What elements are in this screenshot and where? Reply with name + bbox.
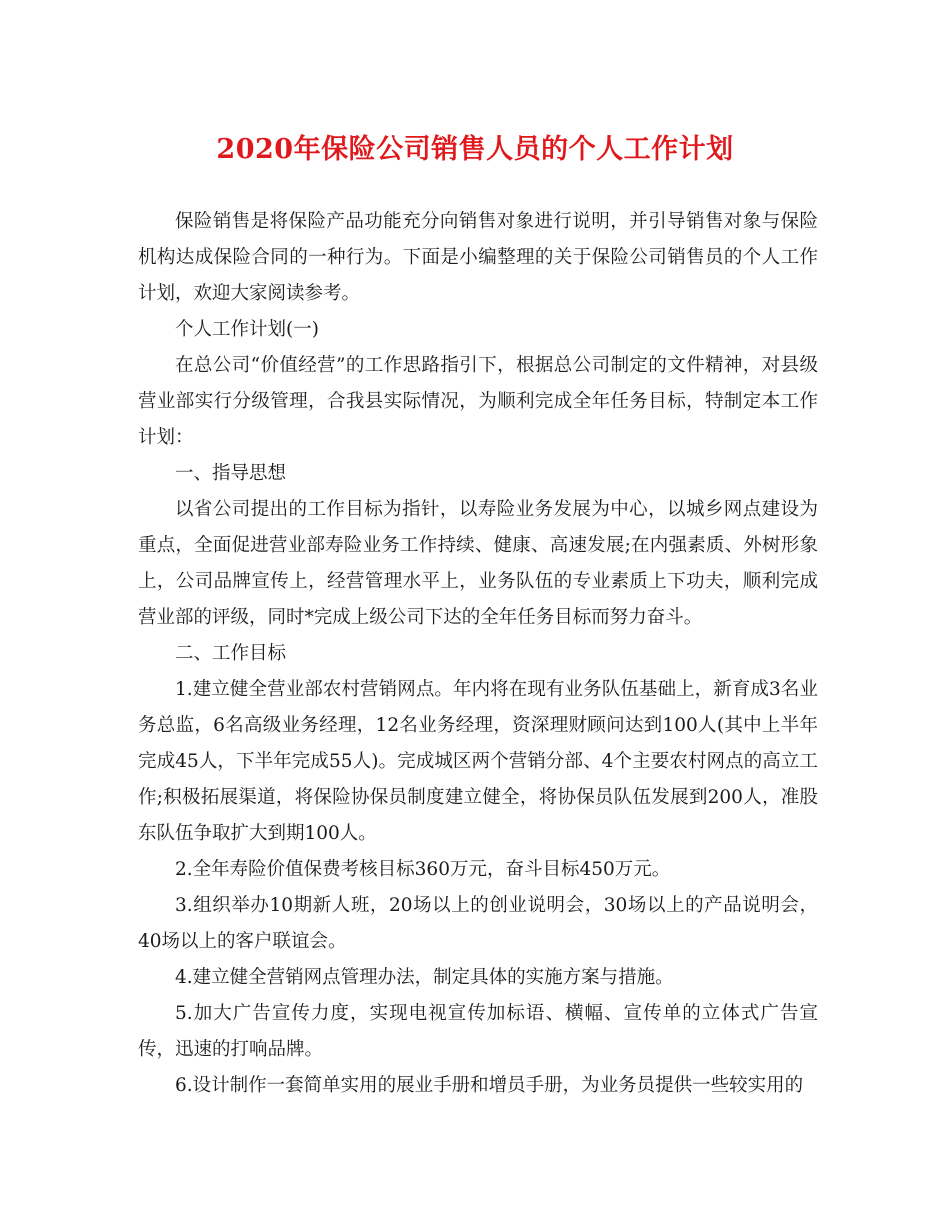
section-heading-guiding-idea: 一、指导思想 (175, 463, 287, 484)
paragraph-intro: 保险销售是将保险产品功能充分向销售对象进行说明，并引导销售对象与保险机构达成保险合同的一种行为。下面是小编整理的关于保险公司销售员的个人工作计划，欢迎大家阅读参考。 (138, 211, 818, 304)
paragraph-guiding-idea: 以省公司提出的工作目标为指针，以寿险业务发展为中心，以城乡网点建设为重点，全面促进营业部寿险业务工作持续、健康、高速发展;在内强素质、外树形象上，公司品牌宣传上，经营管理水平上，业务队伍的专业素质上下功夫，顺利完成营业部的评级，同时*完成上级公司下达的全年任务目标而努力奋斗。 (138, 499, 818, 628)
list-item-goal-2: 2.全年寿险价值保费考核目标360万元，奋斗目标450万元。 (175, 859, 671, 880)
section-heading-work-goals: 二、工作目标 (175, 643, 287, 664)
document-title: 2020年保险公司销售人员的个人工作计划 (216, 134, 734, 165)
list-item-goal-3: 3.组织举办10期新人班，20场以上的创业说明会，30场以上的产品说明会，40场以上的客户联谊会。 (138, 895, 818, 952)
list-item-goal-1: 1.建立健全营业部农村营销网点。年内将在现有业务队伍基础上，新育成3名业务总监，6名高级业务经理，12名业务经理，资深理财顾问达到100人(其中上半年完成45人，下半年完成55人)。完成城区两个营销分部、4个主要农村网点的高立工作;积极拓展渠道，将保险协保员制度建立健全，将协保员队伍发展到200人，准股东队伍争取扩大到期100人。 (138, 679, 818, 844)
list-item-goal-6: 6.设计制作一套简单实用的展业手册和增员手册，为业务员提供一些较实用的 (175, 1075, 804, 1096)
list-item-goal-5: 5.加大广告宣传力度，实现电视宣传加标语、横幅、宣传单的立体式广告宣传，迅速的打响品牌。 (138, 1003, 818, 1060)
document-body (138, 204, 818, 1104)
section-heading-plan-one: 个人工作计划(一) (175, 319, 319, 340)
list-item-goal-4: 4.建立健全营销网点管理办法，制定具体的实施方案与措施。 (175, 967, 674, 988)
paragraph-plan-intro: 在总公司“价值经营”的工作思路指引下，根据总公司制定的文件精神，对县级营业部实行分级管理，合我县实际情况，为顺利完成全年任务目标，特制定本工作计划： (138, 355, 818, 448)
